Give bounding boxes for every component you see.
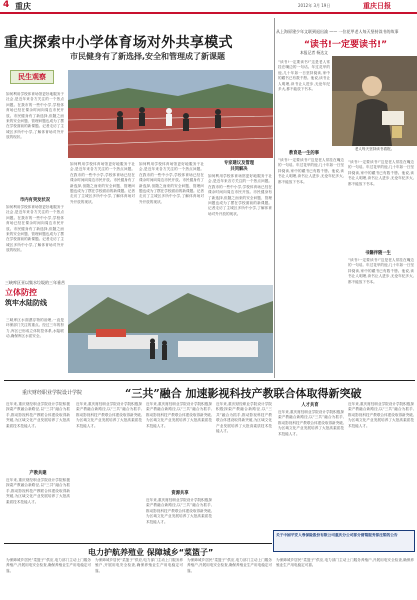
side-story-title: 立体防控 xyxy=(5,288,37,297)
quote-story-subhead-1: 教育是一生的事 xyxy=(288,151,320,156)
side-story-subtitle: 筑牢水陆防线 xyxy=(5,299,47,307)
section-rule-top xyxy=(4,380,415,381)
side-story-body: 三峡库区水面漂浮物的治理,一直是环保部门关注的重点。经过三年的努力,库区已形成立体防控体系,水陆联动,确保库区水质安全。 xyxy=(6,318,64,339)
quote-story-body-col1: “读书!一定要读书!”这是老人常挂在嘴边的一句话。年过花甲的他,几十年如一日坚持阅读,家中的藏书已有数千册。他说,读书让人明理,读书让人进步,无论年纪多大,都不能放下书本。 xyxy=(278,60,330,92)
middle-story-kicker: 重庆财经职业学院设计学院 xyxy=(22,390,83,396)
side-story-kicker: 三峡库区亚以集水垃圾的三年垂苦 xyxy=(5,280,65,285)
column-brand: 民生观察 xyxy=(10,70,54,84)
river-boats-photo xyxy=(68,285,273,373)
top-story-body-col3: 如何利用学校体育场馆更好地服务于社会,是近年来各方关注的一个热点问题。在我市的一些中小学,学校体育场已经在课余时间向周边市民开放。市民健身有了新选择,但随之而来的安全问题、管理问题也成为了摆在学校面前的新课题。记者走访了主城区多所中小学,了解体育场对外开放的现状。 xyxy=(139,162,204,204)
top-story-body-col2: 如何利用学校体育场馆更好地服务于社会,是近年来各方关注的一个热点问题。在我市的一些中小学,学校体育场已经在课余时间向周边市民开放。市民健身有了新选择,但随之而来的安全问题、管理问题也成为了摆在学校面前的新课题。记者走访了主城区多所中小学,了解体育场对外开放的现状。 xyxy=(70,162,135,204)
top-story-body-col4: 如何利用学校体育场馆更好地服务于社会,是近年来各方关注的一个热点问题。在我市的一些中小学,学校体育场已经在课余时间向周边市民开放。市民健身有了新选择,但随之而来的安全问题、管理问题也成为了摆在学校面前的新课题。记者走访了主城区多所中小学,了解体育场对外开放的现状。 xyxy=(208,174,272,216)
bottom-story-body-col2: 为保障城乡居民“菜篮子”供应,电力部门主动上门服务养殖户,开展用电安全检查,确保养殖业生产用电稳定可靠。 xyxy=(95,558,183,573)
middle-story-body-col4: 近年来,重庆财经职业学院设计学院积极探索产教融合新路径,以“三共”融合为抓手,推动影视科技产教联合体建设取得新突破,为区域文化产业发展培养了大批高素质技术技能人才。 xyxy=(216,402,272,434)
middle-story-subhead-3: 人才共育 xyxy=(301,403,319,408)
top-story-headline: 重庆探索中小学体育场对外共享模式 xyxy=(4,35,233,51)
quote-story-subhead-2: 书籍伴随一生 xyxy=(365,251,391,256)
bottom-story-body-col4: 为保障城乡居民“菜篮子”供应,电力部门主动上门服务养殖户,开展用电安全检查,确保养殖业生产用电稳定可靠。 xyxy=(276,558,414,568)
top-story-body-col1: 如何利用学校体育场馆更好地服务于社会,是近年来各方关注的一个热点问题。在我市的一些中小学,学校体育场已经在课余时间向周边市民开放。市民健身有了新选择,但随之而来的安全问题、管理问题也成为了摆在学校面前的新课题。记者走访了主城区多所中小学,了解体育场对外开放的现状。 xyxy=(6,92,64,140)
top-story-subhead-3: 共同解决 xyxy=(230,167,248,172)
quote-story-body-col4: “读书!一定要读书!”这是老人常挂在嘴边的一句话。年过花甲的他,几十年如一日坚持阅读,家中的藏书已有数千册。他说,读书让人明理,读书让人进步,无论年纪多大,都不能放下书本。 xyxy=(348,258,414,284)
bottom-story-body-col3: 为保障城乡居民“菜篮子”供应,电力部门主动上门服务养殖户,开展用电安全检查,确保养殖业生产用电稳定可靠。 xyxy=(187,558,272,573)
elderly-reader-photo xyxy=(332,56,417,146)
top-story-subhead-2: 专家建议及管理 xyxy=(223,161,255,166)
middle-story-body-col1b: 近年来,重庆财经职业学院设计学院积极探索产教融合新路径,以“三共”融合为抓手,推动影视科技产教联合体建设取得新突破,为区域文化产业发展培养了大批高素质技术技能人才。 xyxy=(6,478,70,504)
quote-story-byline: 本报记者 杨达文 xyxy=(300,50,328,55)
quote-story-body-col2: “读书!一定要读书!”这是老人常挂在嘴边的一句话。年过花甲的他,几十年如一日坚持阅读,家中的藏书已有数千册。他说,读书让人明理,读书让人进步,无论年纪多大,都不能放下书本。 xyxy=(278,158,344,184)
middle-story-subhead-2: 资源共享 xyxy=(171,491,189,496)
advertisement-text: 关于中国平安人寿保险股份有限公司重庆分公司部分营销服务部注销的公告 xyxy=(276,533,398,537)
elderly-photo-caption: 老人每天坚持读书看报。 xyxy=(354,147,395,151)
middle-story-body-col3: 近年来,重庆财经职业学院设计学院积极探索产教融合新路径,以“三共”融合为抓手,推动影视科技产教联合体建设取得新突破,为区域文化产业发展培养了大批高素质技术技能人才。 xyxy=(146,402,212,428)
running-track-photo xyxy=(68,70,273,158)
issue-date: 2012年 3月 19日 xyxy=(298,3,331,8)
page-number: 4 xyxy=(3,0,10,10)
bottom-story-body-col1: 为保障城乡居民“菜篮子”供应,电力部门主动上门服务养殖户,开展用电安全检查,确保养殖业生产用电稳定可靠。 xyxy=(6,558,91,573)
newspaper-name: 重庆日报 xyxy=(363,1,391,10)
middle-story-body-col1: 近年来,重庆财经职业学院设计学院积极探索产教融合新路径,以“三共”融合为抓手,推动影视科技产教联合体建设取得新突破,为区域文化产业发展培养了大批高素质技术技能人才。 xyxy=(6,402,70,428)
top-story-body-col1b: 如何利用学校体育场馆更好地服务于社会,是近年来各方关注的一个热点问题。在我市的一些中小学,学校体育场已经在课余时间向周边市民开放。市民健身有了新选择,但随之而来的安全问题、管理问题也成为了摆在学校面前的新课题。记者走访了主城区多所中小学,了解体育场对外开放的现状。 xyxy=(6,205,64,253)
middle-story-subhead-1: 产教共建 xyxy=(29,471,47,476)
section-rule-bottom xyxy=(4,543,272,544)
middle-story-body-col6: 近年来,重庆财经职业学院设计学院积极探索产教融合新路径,以“三共”融合为抓手,推动影视科技产教联合体建设取得新突破,为区域文化产业发展培养了大批高素质技术技能人才。 xyxy=(348,402,414,428)
top-story-subheadline: 市民健身有了新选择,安全和管理成了新课题 xyxy=(70,52,226,61)
bottom-story-title: 电力护航养殖业 保障城乡“菜篮子” xyxy=(88,548,214,557)
middle-story-body-col3b: 近年来,重庆财经职业学院设计学院积极探索产教融合新路径,以“三共”融合为抓手,推动影视科技产教联合体建设取得新突破,为区域文化产业发展培养了大批高素质技术技能人才。 xyxy=(146,498,212,524)
quote-story-title: “读书!一定要读书!” xyxy=(304,40,388,50)
page-header xyxy=(0,0,417,14)
top-story-subhead-1: 市内有突发状况 xyxy=(19,198,51,203)
column-divider xyxy=(274,18,275,378)
section-name: 重庆 xyxy=(15,2,31,11)
advertisement-box xyxy=(273,530,415,552)
quote-story-kicker: 从上海原建少年文联到退出渝 —— 一位花甲老人每天坚持读书的故事 xyxy=(276,29,399,34)
quote-story-body-col3: “读书!一定要读书!”这是老人常挂在嘴边的一句话。年过花甲的他,几十年如一日坚持阅读,家中的藏书已有数千册。他说,读书让人明理,读书让人进步,无论年纪多大,都不能放下书本。 xyxy=(348,160,414,186)
middle-story-body-col5: 近年来,重庆财经职业学院设计学院积极探索产教融合新路径,以“三共”融合为抓手,推动影视科技产教联合体建设取得新突破,为区域文化产业发展培养了大批高素质技术技能人才。 xyxy=(278,410,344,436)
middle-story-body-col2: 近年来,重庆财经职业学院设计学院积极探索产教融合新路径,以“三共”融合为抓手,推动影视科技产教联合体建设取得新突破,为区域文化产业发展培养了大批高素质技术技能人才。 xyxy=(76,402,142,428)
middle-story-title: “三共”融合 加速影视科技产教联合体取得新突破 xyxy=(125,387,362,400)
